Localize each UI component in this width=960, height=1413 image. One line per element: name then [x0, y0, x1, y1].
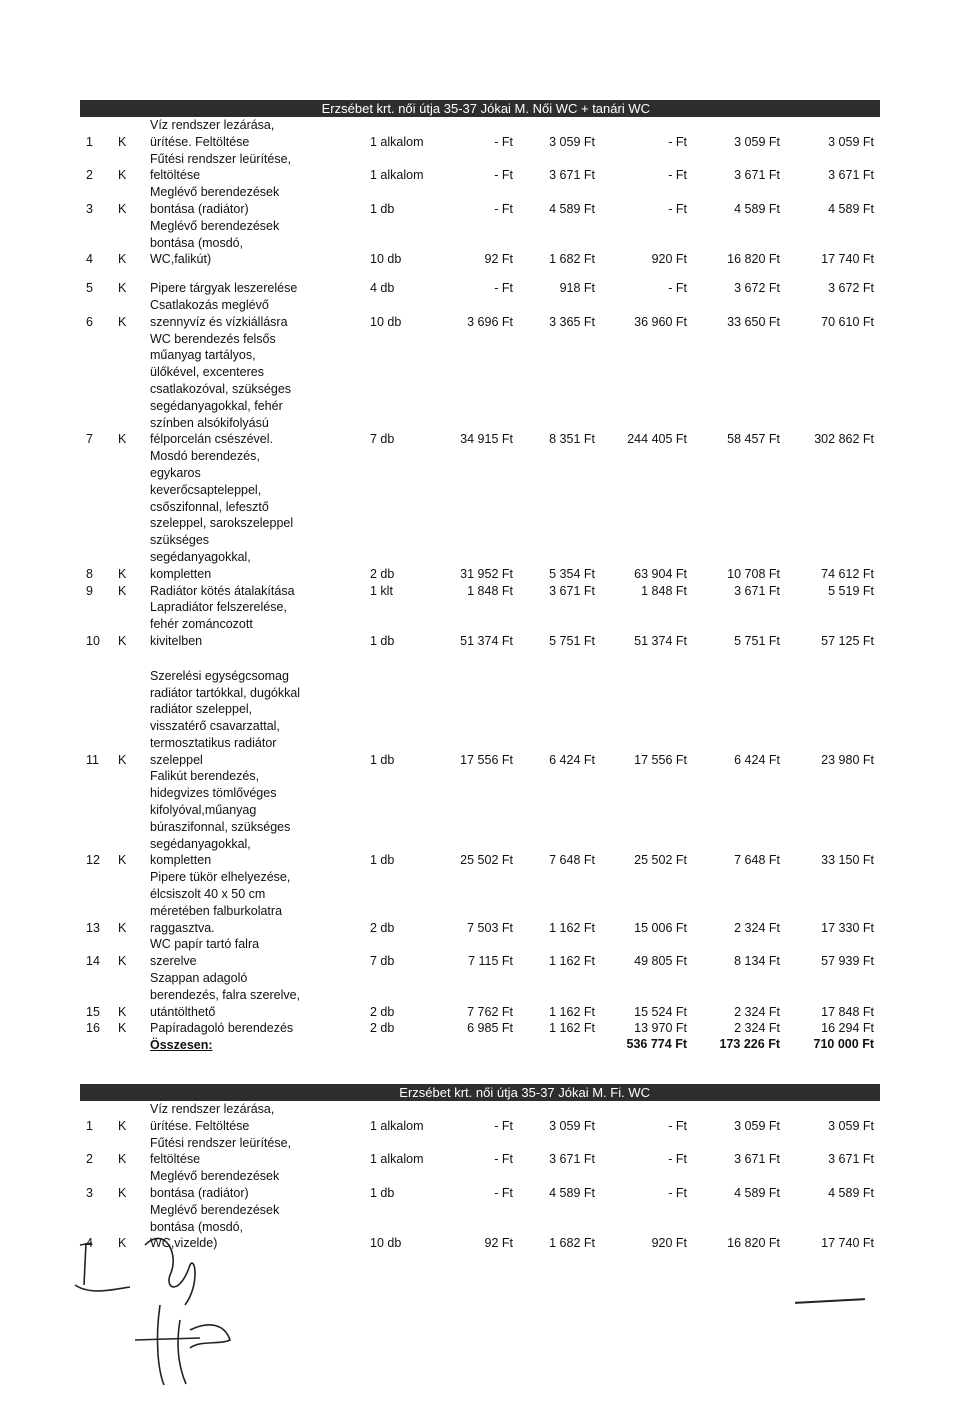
total-c3: 536 774 Ft	[626, 1037, 687, 1052]
amount-c1: 3 696 Ft	[467, 314, 513, 329]
quantity: 1 klt	[370, 583, 393, 598]
amount-c3: 25 502 Ft	[634, 853, 687, 868]
item-description	[150, 869, 350, 936]
quantity: 1 db	[370, 752, 395, 767]
amount-c3: 920 Ft	[651, 252, 687, 267]
amount-c2: 8 351 Ft	[549, 432, 595, 447]
quantity: 1 db	[370, 201, 395, 216]
description-line: csőszifonnal, lefesztő	[150, 499, 269, 514]
amount-c3: 51 374 Ft	[634, 633, 687, 648]
quantity: 1 db	[370, 1186, 395, 1201]
item-number: 1	[86, 1118, 93, 1133]
quantity: 2 db	[370, 1021, 395, 1036]
table-row	[80, 1101, 880, 1135]
description-line: WC berendezés felsős	[150, 331, 276, 346]
description-line: utántölthető	[150, 1004, 216, 1019]
description-line: Mosdó berendezés,	[150, 449, 260, 464]
table-row	[80, 936, 880, 970]
description-line: termosztatikus radiátor	[150, 735, 277, 750]
description-line: Meglévő berendezések	[150, 218, 280, 233]
item-code: K	[118, 432, 127, 447]
item-description	[150, 151, 350, 185]
amount-c3: - Ft	[668, 1118, 687, 1133]
item-number: 10	[86, 633, 100, 648]
description-line: szeleppel	[150, 752, 203, 767]
item-number: 4	[86, 252, 93, 267]
item-number: 2	[86, 1152, 93, 1167]
amount-c4: 58 457 Ft	[727, 432, 780, 447]
item-description	[150, 297, 350, 331]
quantity: 2 db	[370, 1004, 395, 1019]
handwritten-signature	[130, 1300, 240, 1390]
amount-c5: 17 740 Ft	[821, 252, 874, 267]
item-code: K	[118, 201, 127, 216]
item-code: K	[118, 566, 127, 581]
table-row	[80, 448, 880, 582]
item-code: K	[118, 633, 127, 648]
description-line: Fűtési rendszer leürítése,	[150, 151, 292, 166]
item-description	[150, 668, 350, 769]
amount-c4: 5 751 Ft	[734, 633, 780, 648]
amount-c3: - Ft	[668, 201, 687, 216]
item-description	[150, 1135, 350, 1169]
table-row	[80, 668, 880, 769]
amount-c4: 16 820 Ft	[727, 1236, 780, 1251]
description-line: Papíradagoló berendezés	[150, 1021, 294, 1036]
table-row	[80, 297, 880, 331]
amount-c3: 17 556 Ft	[634, 752, 687, 767]
amount-c3: 63 904 Ft	[634, 566, 687, 581]
amount-c5: 17 848 Ft	[821, 1004, 874, 1019]
amount-c5: 70 610 Ft	[821, 314, 874, 329]
amount-c3: 15 006 Ft	[634, 920, 687, 935]
amount-c2: 1 162 Ft	[549, 920, 595, 935]
amount-c2: 1 162 Ft	[549, 1021, 595, 1036]
amount-c4: 6 424 Ft	[734, 752, 780, 767]
table-row	[80, 768, 880, 869]
description-line: ürítése. Feltöltése	[150, 1118, 250, 1133]
description-line: segédanyagokkal,	[150, 836, 251, 851]
amount-c5: 17 330 Ft	[821, 920, 874, 935]
amount-c1: 6 985 Ft	[467, 1021, 513, 1036]
amount-c2: 5 751 Ft	[549, 633, 595, 648]
pen-stroke	[795, 1298, 865, 1304]
amount-c5: 17 740 Ft	[821, 1236, 874, 1251]
amount-c3: 15 524 Ft	[634, 1004, 687, 1019]
amount-c1: - Ft	[494, 168, 513, 183]
description-line: feltöltése	[150, 168, 201, 183]
table-row	[80, 583, 880, 600]
quantity: 1 alkalom	[370, 168, 424, 183]
description-line: ürítése. Feltöltése	[150, 134, 250, 149]
quantity: 1 db	[370, 633, 395, 648]
amount-c1: 17 556 Ft	[460, 752, 513, 767]
item-number: 7	[86, 432, 93, 447]
amount-c2: 1 682 Ft	[549, 1236, 595, 1251]
quantity: 7 db	[370, 432, 395, 447]
item-code: K	[118, 252, 127, 267]
item-code: K	[118, 1021, 127, 1036]
description-line: Pipere tükör elhelyezése,	[150, 870, 291, 885]
amount-c4: 10 708 Ft	[727, 566, 780, 581]
total-label: Összesen:	[150, 1038, 213, 1053]
description-line: csatlakozóval, szükséges	[150, 381, 292, 396]
amount-c5: 4 589 Ft	[828, 1186, 874, 1201]
row-spacer	[80, 268, 880, 280]
amount-c4: 2 324 Ft	[734, 920, 780, 935]
amount-c4: 3 672 Ft	[734, 281, 780, 296]
table-row	[80, 184, 880, 218]
item-description	[150, 448, 350, 582]
description-line: segédanyagokkal, fehér	[150, 398, 283, 413]
description-line: kompletten	[150, 853, 212, 868]
item-code: K	[118, 853, 127, 868]
amount-c4: 3 059 Ft	[734, 134, 780, 149]
item-number: 6	[86, 314, 93, 329]
table-row	[80, 117, 880, 151]
amount-c2: 7 648 Ft	[549, 853, 595, 868]
amount-c4: 33 650 Ft	[727, 314, 780, 329]
total-c5: 710 000 Ft	[813, 1037, 874, 1052]
item-code: K	[118, 1004, 127, 1019]
item-code: K	[118, 583, 127, 598]
item-code: K	[118, 920, 127, 935]
description-line: kompletten	[150, 566, 212, 581]
amount-c4: 3 671 Ft	[734, 1152, 780, 1167]
quantity: 2 db	[370, 566, 395, 581]
amount-c2: 3 059 Ft	[549, 134, 595, 149]
amount-c1: - Ft	[494, 1118, 513, 1133]
item-number: 13	[86, 920, 100, 935]
amount-c5: 23 980 Ft	[821, 752, 874, 767]
amount-c1: - Ft	[494, 1152, 513, 1167]
item-code: K	[118, 752, 127, 767]
description-line: keverőcsapteleppel,	[150, 482, 262, 497]
description-line: Víz rendszer lezárása,	[150, 118, 275, 132]
amount-c5: 4 589 Ft	[828, 201, 874, 216]
amount-c5: 57 939 Ft	[821, 954, 874, 969]
amount-c5: 3 059 Ft	[828, 1118, 874, 1133]
total-row	[80, 1037, 880, 1054]
description-line: fehér zománcozott	[150, 617, 253, 632]
quantity: 1 db	[370, 853, 395, 868]
item-code: K	[118, 314, 127, 329]
description-line: feltöltése	[150, 1152, 201, 1167]
amount-c5: 33 150 Ft	[821, 853, 874, 868]
description-line: szerelve	[150, 954, 197, 969]
amount-c4: 2 324 Ft	[734, 1021, 780, 1036]
item-description	[150, 583, 350, 600]
amount-c2: 4 589 Ft	[549, 201, 595, 216]
amount-c2: 4 589 Ft	[549, 1186, 595, 1201]
item-code: K	[118, 954, 127, 969]
quantity: 10 db	[370, 252, 402, 267]
description-line: Szappan adagoló	[150, 971, 248, 986]
amount-c4: 3 671 Ft	[734, 583, 780, 598]
description-line: búraszifonnal, szükséges	[150, 819, 291, 834]
description-line: bontása (radiátor)	[150, 1186, 249, 1201]
amount-c2: 1 162 Ft	[549, 954, 595, 969]
description-line: Radiátor kötés átalakítása	[150, 583, 295, 598]
amount-c4: 4 589 Ft	[734, 201, 780, 216]
amount-c1: - Ft	[494, 201, 513, 216]
amount-c1: 92 Ft	[484, 252, 513, 267]
description-line: radiátor tartókkal, dugókkal	[150, 685, 301, 700]
amount-c1: - Ft	[494, 1186, 513, 1201]
item-description	[150, 184, 350, 218]
item-description	[150, 970, 350, 1020]
description-line: félporcelán csészével.	[150, 432, 273, 447]
amount-c3: 1 848 Ft	[641, 583, 687, 598]
amount-c4: 3 671 Ft	[734, 168, 780, 183]
section-header	[80, 1084, 880, 1101]
amount-c1: 1 848 Ft	[467, 583, 513, 598]
amount-c5: 3 059 Ft	[828, 134, 874, 149]
item-number: 8	[86, 566, 93, 581]
item-code: K	[118, 1186, 127, 1201]
amount-c5: 57 125 Ft	[821, 633, 874, 648]
amount-c2: 1 682 Ft	[549, 252, 595, 267]
amount-c2: 1 162 Ft	[549, 1004, 595, 1019]
description-line: Pipere tárgyak leszerelése	[150, 281, 298, 296]
amount-c1: 92 Ft	[484, 1236, 513, 1251]
description-line: radiátor szeleppel,	[150, 702, 253, 717]
item-number: 16	[86, 1021, 100, 1036]
item-number: 12	[86, 853, 100, 868]
amount-c1: 7 762 Ft	[467, 1004, 513, 1019]
item-number: 2	[86, 168, 93, 183]
cost-sheet	[80, 100, 880, 1252]
quantity: 10 db	[370, 314, 402, 329]
item-description	[150, 218, 350, 268]
description-line: visszatérő csavarzattal,	[150, 719, 280, 734]
quantity: 1 alkalom	[370, 1118, 424, 1133]
amount-c4: 7 648 Ft	[734, 853, 780, 868]
description-line: műanyag tartályos,	[150, 348, 256, 363]
amount-c3: 49 805 Ft	[634, 954, 687, 969]
item-code: K	[118, 134, 127, 149]
description-line: színben alsókifolyású	[150, 415, 269, 430]
description-line: szennyvíz és vízkiállásra	[150, 314, 288, 329]
description-line: WC papír tartó falra	[150, 937, 260, 952]
amount-c4: 8 134 Ft	[734, 954, 780, 969]
amount-c2: 3 671 Ft	[549, 1152, 595, 1167]
item-description	[150, 117, 350, 151]
amount-c1: 31 952 Ft	[460, 566, 513, 581]
amount-c1: - Ft	[494, 281, 513, 296]
item-description	[150, 280, 350, 297]
table-row	[80, 1135, 880, 1169]
table-row	[80, 1168, 880, 1202]
item-description	[150, 1101, 350, 1135]
description-line: Fűtési rendszer leürítése,	[150, 1135, 292, 1150]
item-number: 1	[86, 134, 93, 149]
item-description	[150, 599, 350, 649]
amount-c1: 51 374 Ft	[460, 633, 513, 648]
amount-c5: 3 671 Ft	[828, 1152, 874, 1167]
description-line: WC,falikút)	[150, 252, 212, 267]
amount-c3: - Ft	[668, 1152, 687, 1167]
amount-c5: 16 294 Ft	[821, 1021, 874, 1036]
amount-c3: - Ft	[668, 1186, 687, 1201]
row-spacer	[80, 650, 880, 668]
description-line: élcsiszolt 40 x 50 cm	[150, 887, 266, 902]
quantity: 10 db	[370, 1236, 402, 1251]
description-line: bontása (mosdó,	[150, 1219, 244, 1234]
description-line: Lapradiátor felszerelése,	[150, 600, 287, 615]
item-description	[150, 936, 350, 970]
amount-c3: - Ft	[668, 168, 687, 183]
description-line: segédanyagokkal,	[150, 549, 251, 564]
amount-c2: 3 671 Ft	[549, 168, 595, 183]
item-code: K	[118, 1236, 127, 1251]
description-line: berendezés, falra szerelve,	[150, 987, 301, 1002]
quantity: 1 alkalom	[370, 134, 424, 149]
amount-c4: 3 059 Ft	[734, 1118, 780, 1133]
description-line: Meglévő berendezések	[150, 1202, 280, 1217]
section-header	[80, 100, 880, 117]
amount-c5: 74 612 Ft	[821, 566, 874, 581]
description-line: Meglévő berendezések	[150, 185, 280, 200]
amount-c3: - Ft	[668, 281, 687, 296]
description-line: szükséges	[150, 533, 210, 548]
description-line: kivitelben	[150, 633, 203, 648]
item-number: 11	[86, 752, 99, 767]
item-description	[150, 768, 350, 869]
description-line: szeleppel, sarokszeleppel	[150, 516, 294, 531]
amount-c4: 2 324 Ft	[734, 1004, 780, 1019]
item-code: K	[118, 1118, 127, 1133]
amount-c5: 302 862 Ft	[814, 432, 874, 447]
total-c4: 173 226 Ft	[719, 1037, 780, 1052]
amount-c3: 244 405 Ft	[627, 432, 687, 447]
section-1	[80, 100, 880, 1054]
item-number: 3	[86, 201, 93, 216]
description-line: egykaros	[150, 465, 201, 480]
amount-c1: 34 915 Ft	[460, 432, 513, 447]
amount-c5: 3 672 Ft	[828, 281, 874, 296]
amount-c3: - Ft	[668, 134, 687, 149]
item-description	[150, 331, 350, 449]
quantity: 1 alkalom	[370, 1152, 424, 1167]
amount-c4: 16 820 Ft	[727, 252, 780, 267]
table-row	[80, 151, 880, 185]
item-number: 3	[86, 1186, 93, 1201]
description-line: kifolyóval,műanyag	[150, 803, 257, 818]
description-line: bontása (mosdó,	[150, 235, 244, 250]
description-line: méretében falburkolatra	[150, 903, 283, 918]
description-line: Víz rendszer lezárása,	[150, 1102, 275, 1117]
amount-c2: 918 Ft	[559, 281, 595, 296]
description-line: Falikút berendezés,	[150, 769, 260, 784]
item-number: 14	[86, 954, 100, 969]
amount-c5: 3 671 Ft	[828, 168, 874, 183]
amount-c3: 13 970 Ft	[634, 1021, 687, 1036]
amount-c1: - Ft	[494, 134, 513, 149]
section-title: Erzsébet krt. női útja 35-37 Jókai M. Fi. WC	[399, 1085, 650, 1101]
quantity: 7 db	[370, 954, 395, 969]
amount-c2: 5 354 Ft	[549, 566, 595, 581]
amount-c4: 4 589 Ft	[734, 1186, 780, 1201]
description-line: Csatlakozás meglévő	[150, 297, 269, 312]
item-code: K	[118, 1152, 127, 1167]
amount-c2: 6 424 Ft	[549, 752, 595, 767]
description-line: bontása (radiátor)	[150, 201, 249, 216]
amount-c1: 25 502 Ft	[460, 853, 513, 868]
section-title: Erzsébet krt. női útja 35-37 Jókai M. Női WC + tanári WC	[321, 101, 650, 116]
table-row	[80, 1020, 880, 1037]
amount-c1: 7 115 Ft	[468, 954, 513, 969]
amount-c2: 3 059 Ft	[549, 1118, 595, 1133]
item-number: 9	[86, 583, 93, 598]
description-line: WC,vizelde)	[150, 1236, 218, 1251]
item-number: 4	[86, 1236, 93, 1251]
description-line: Meglévő berendezések	[150, 1169, 280, 1184]
amount-c3: 36 960 Ft	[634, 314, 687, 329]
item-code: K	[118, 281, 127, 296]
description-line: raggasztva.	[150, 920, 215, 935]
amount-c2: 3 365 Ft	[549, 314, 595, 329]
table-row	[80, 218, 880, 268]
item-code: K	[118, 168, 127, 183]
amount-c3: 920 Ft	[651, 1236, 687, 1251]
amount-c5: 5 519 Ft	[828, 583, 874, 598]
description-line: hidegvizes tömlővéges	[150, 786, 277, 801]
item-number: 15	[86, 1004, 100, 1019]
description-line: Szerelési egységcsomag	[150, 668, 289, 683]
quantity: 4 db	[370, 281, 395, 296]
table-row	[80, 869, 880, 936]
item-description	[150, 1020, 350, 1037]
item-description	[150, 1168, 350, 1202]
quantity: 2 db	[370, 920, 395, 935]
amount-c2: 3 671 Ft	[549, 583, 595, 598]
table-row	[80, 280, 880, 297]
table-row	[80, 599, 880, 649]
table-row	[80, 331, 880, 449]
item-number: 5	[86, 281, 93, 296]
amount-c1: 7 503 Ft	[467, 920, 513, 935]
table-row	[80, 970, 880, 1020]
description-line: ülőkével, excenteres	[150, 365, 264, 380]
